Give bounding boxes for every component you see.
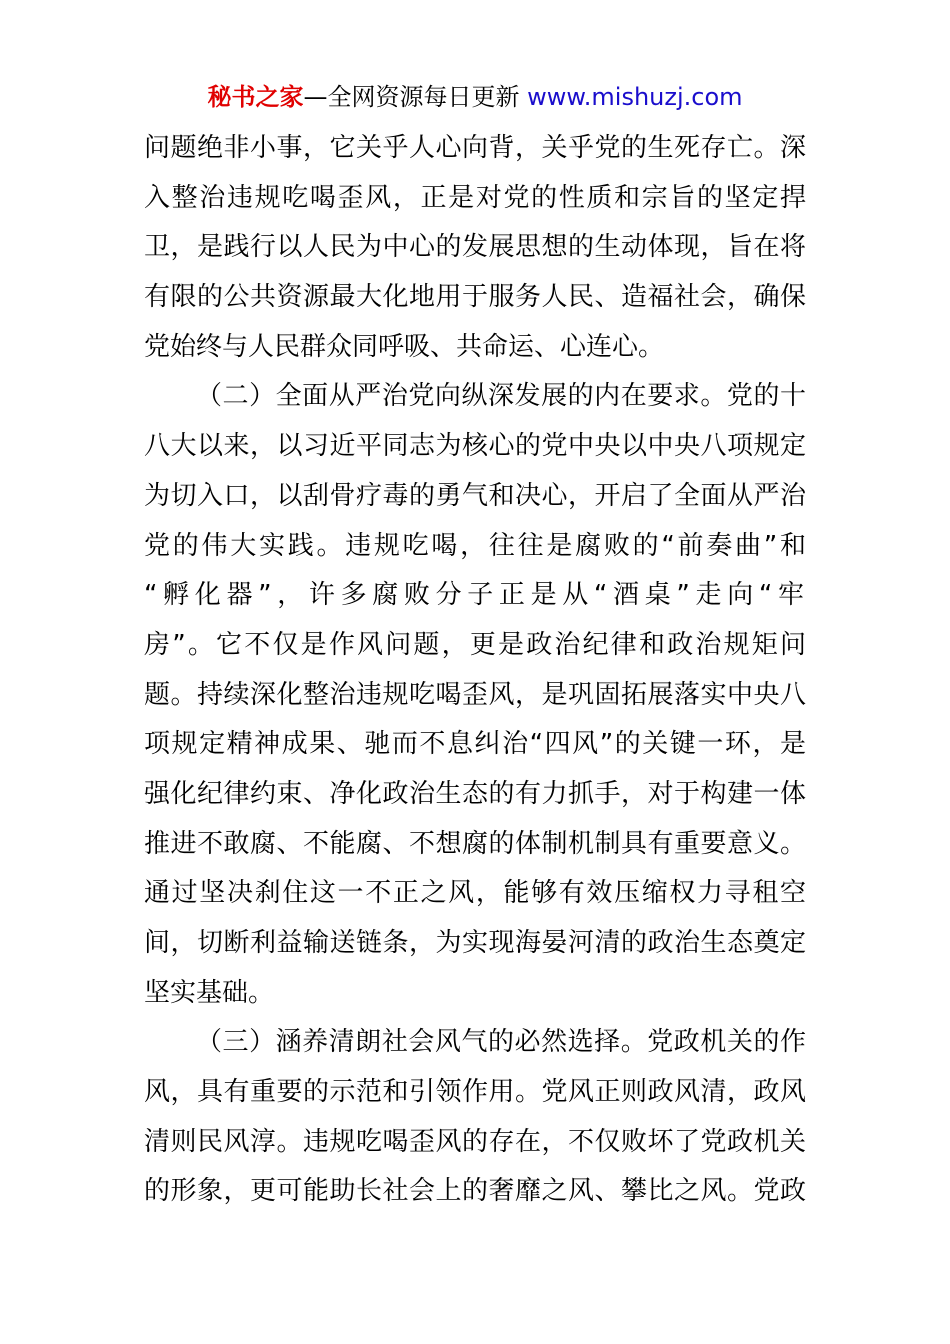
text-line: 入整治违规吃喝歪风，正是对党的性质和宗旨的坚定捍 [144, 182, 806, 213]
text-line: 卫，是践行以人民为中心的发展思想的生动体现，旨在将 [144, 232, 806, 263]
site-url-link[interactable]: www.mishuzj.com [527, 83, 743, 111]
text-line: 项规定精神成果、驰而不息纠治“四风”的关键一环，是 [144, 729, 806, 760]
page-header [0, 80, 950, 114]
header-tagline: —全网资源每日更新 [303, 83, 520, 111]
text-line: 强化纪律约束、净化政治生态的有力抓手，对于构建一体 [144, 778, 806, 809]
text-line: 党始终与人民群众同呼吸、共命运、心连心。 [144, 331, 665, 362]
text-line: 清则民风淳。违规吃喝歪风的存在，不仅败坏了党政机关 [144, 1126, 806, 1157]
text-line: 通过坚决刹住这一不正之风，能够有效压缩权力寻租空 [144, 878, 806, 909]
section-heading-line: （二）全面从严治党向纵深发展的内在要求。党的十 [196, 381, 806, 412]
section-heading-line: （三）涵养清朗社会风气的必然选择。党政机关的作 [196, 1027, 806, 1058]
text-line: 八大以来，以习近平同志为核心的党中央以中央八项规定 [144, 431, 806, 462]
text-line: 的形象，更可能助长社会上的奢靡之风、攀比之风。党政 [144, 1176, 806, 1207]
text-line: 房”。它不仅是作风问题，更是政治纪律和政治规矩问 [144, 629, 806, 660]
text-line: 问题绝非小事，它关乎人心向背，关乎党的生死存亡。深 [144, 133, 806, 163]
text-line: 坚实基础。 [144, 977, 275, 1008]
text-line: 有限的公共资源最大化地用于服务人民、造福社会，确保 [144, 282, 806, 313]
brand-name: 秘书之家 [207, 83, 304, 111]
text-line: 题。持续深化整治违规吃喝歪风，是巩固拓展落实中央八 [144, 679, 806, 710]
text-line: “孵化器”，许多腐败分子正是从“酒桌”走向“牢 [144, 580, 806, 611]
text-line: 间，切断利益输送链条，为实现海晏河清的政治生态奠定 [144, 928, 806, 958]
document-body [144, 124, 806, 1217]
text-line: 为切入口，以刮骨疗毒的勇气和决心，开启了全面从严治 [144, 480, 806, 511]
text-line: 党的伟大实践。违规吃喝，往往是腐败的“前奏曲”和 [144, 530, 806, 561]
text-line: 风，具有重要的示范和引领作用。党风正则政风清，政风 [144, 1077, 806, 1108]
text-line: 推进不敢腐、不能腐、不想腐的体制机制具有重要意义。 [144, 828, 806, 859]
